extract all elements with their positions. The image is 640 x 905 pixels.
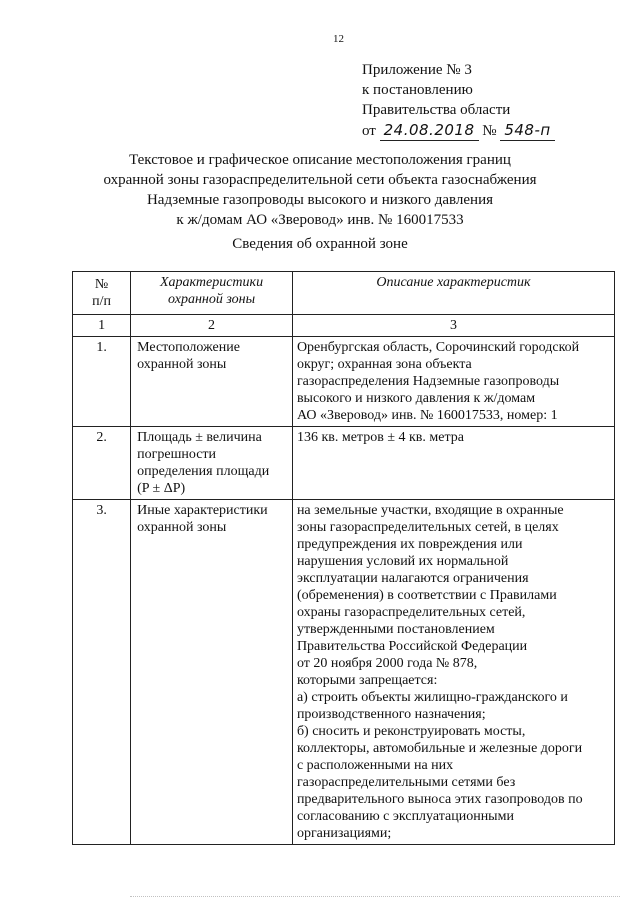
title-line: охранной зоны газораспределительной сети объекта газоснабжения [103,172,537,188]
text-line: б) сносить и реконструировать мосты, [296,724,526,739]
row-number: 1. [73,337,131,427]
text-line: (обременения) в соответствии с Правилами [296,588,557,603]
table-row [73,427,615,500]
header-number-line2: п/п [92,294,111,309]
row-number: 2. [73,427,131,500]
text-line: а) строить объекты жилищно-гражданского и [296,690,568,705]
appendix-line-3: Правительства области [362,102,511,118]
header-number-line1: № [94,277,109,292]
text-line: газораспределения Надземные газопроводы [296,374,560,389]
text-line: организациями; [296,826,392,841]
row-description [292,500,614,845]
document-title [0,150,640,230]
text-line: от 20 ноября 2000 года № 878, [296,656,478,671]
row-description [292,337,614,427]
title-line: Текстовое и графическое описание местоположения границ [129,152,511,168]
title-line: Надземные газопроводы высокого и низкого давления [146,192,494,208]
text-line: погрешности [137,447,217,462]
text-line: определения площади [137,464,270,479]
row-characteristic [131,337,293,427]
text-line: согласованию с эксплуатационными [296,809,514,824]
column-number-row [73,315,615,337]
handwritten-date: 24.08.2018 [380,120,479,141]
text-line: охранной зоны [137,357,227,372]
text-line: производственного назначения; [296,707,486,722]
number-prefix: № [482,123,497,139]
text-line: Иные характеристики [137,503,268,518]
row-description [292,427,614,500]
zone-info-table [72,271,615,845]
page-number: 12 [333,33,344,45]
text-line: Оренбургская область, Сорочинский городской [296,340,580,355]
text-line: охранной зоны [137,520,227,535]
row-number: 3. [73,500,131,845]
text-line: зоны газораспределительных сетей, в целях [296,520,559,535]
column-number: 1 [73,315,131,337]
text-line: предупреждения их повреждения или [296,537,523,552]
table-row [73,337,615,427]
text-line: с расположенными на них [296,758,454,773]
appendix-block [362,60,555,141]
text-line: нарушения условий их нормальной [296,554,509,569]
text-line: на земельные участки, входящие в охранные [296,503,564,518]
text-line: газораспределительными сетями без [296,775,516,790]
header-description: Описание характеристик [292,272,614,315]
header-characteristics-line1: Характеристики [159,275,264,290]
handwritten-number: 548-п [500,120,554,141]
text-line: эксплуатации налагаются ограничения [296,571,529,586]
column-number: 3 [292,315,614,337]
text-line: 136 кв. метров ± 4 кв. метра [296,430,464,445]
appendix-line-1: Приложение № 3 [362,62,472,78]
row-characteristic [131,500,293,845]
table-row [73,500,615,845]
header-number [73,272,131,315]
text-line: округ; охранная зона объекта [296,357,472,372]
text-line: предварительного выноса этих газопроводов по [296,792,583,807]
date-prefix: от [362,123,376,139]
text-line: охраны газораспределительных сетей, [296,605,526,620]
section-subtitle: Сведения об охранной зоне [232,236,408,252]
text-line: высокого и низкого давления к ж/домам [296,391,536,406]
header-characteristics [131,272,293,315]
header-characteristics-line2: охранной зоны [168,292,256,307]
text-line: которыми запрещается: [296,673,438,688]
appendix-date-line [362,120,555,141]
text-line: Площадь ± величина [137,430,262,445]
text-line: (P ± ΔP) [137,481,186,496]
text-line: Местоположение [137,340,240,355]
scan-artifact-strip [130,896,620,903]
text-line: АО «Зверовод» инв. № 160017533, номер: 1 [296,408,558,423]
row-characteristic [131,427,293,500]
appendix-line-2: к постановлению [362,82,473,98]
text-line: коллекторы, автомобильные и железные дороги [296,741,583,756]
text-line: Правительства Российской Федерации [296,639,528,654]
title-line: к ж/домам АО «Зверовод» инв. № 160017533 [176,212,464,228]
text-line: утвержденными постановлением [296,622,495,637]
table-header-row [73,272,615,315]
column-number: 2 [131,315,293,337]
